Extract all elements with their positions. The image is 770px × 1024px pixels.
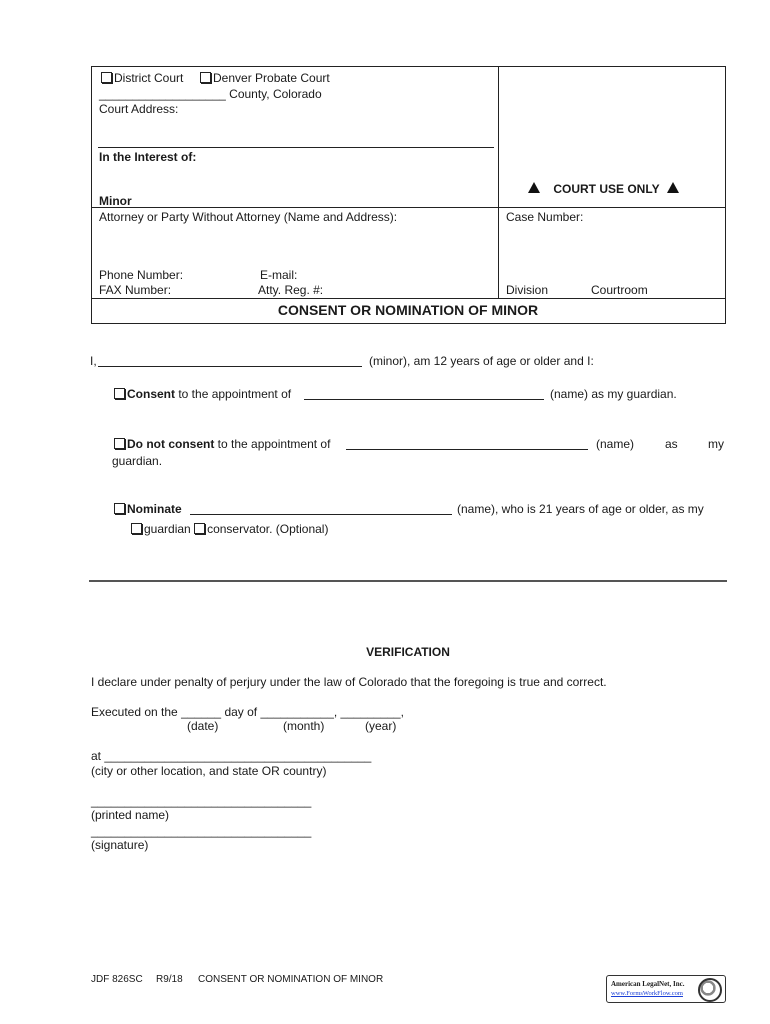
- footer-form-number: JDF 826SC: [91, 974, 143, 985]
- not-consent-checkbox[interactable]: [114, 438, 125, 449]
- email-label: E-mail:: [260, 268, 298, 282]
- minor-label: Minor: [99, 194, 132, 208]
- not-consent-guardian: guardian.: [112, 454, 163, 468]
- guardian-checkbox[interactable]: [131, 523, 142, 534]
- year-label: (year): [365, 719, 397, 733]
- county-blank[interactable]: ___________________: [99, 87, 226, 101]
- denver-probate-court-option[interactable]: [200, 71, 330, 85]
- court-address-label: Court Address:: [99, 102, 179, 116]
- signature-line[interactable]: _________________________________: [91, 824, 312, 838]
- court-use-only-label: COURT USE ONLY: [553, 182, 660, 196]
- nominate-bold: Nominate: [127, 502, 182, 516]
- at-line[interactable]: at ________________________________________: [91, 749, 372, 763]
- conservator-option[interactable]: [194, 522, 328, 536]
- executed-line[interactable]: Executed on the ______ day of ___________, _________,: [91, 705, 404, 719]
- nominate-name-line[interactable]: [190, 514, 452, 515]
- signature-label: (signature): [91, 838, 149, 852]
- attorney-label: Attorney or Party Without Attorney (Name and Address):: [99, 210, 398, 224]
- location-label: (city or other location, and state OR country): [91, 764, 327, 778]
- section-divider: [89, 580, 727, 582]
- district-court-option[interactable]: [101, 71, 183, 85]
- not-consent-text: to the appointment of: [217, 437, 331, 451]
- not-consent-my: my: [708, 437, 724, 451]
- denver-probate-court-checkbox[interactable]: [200, 72, 211, 83]
- courtroom-label: Courtroom: [591, 283, 648, 297]
- guardian-label: guardian: [144, 522, 191, 536]
- not-consent-name-label: (name): [596, 437, 635, 451]
- verification-heading: VERIFICATION: [366, 645, 450, 659]
- consent-bold: Consent: [127, 387, 175, 401]
- not-consent-name-line[interactable]: [346, 449, 588, 450]
- district-court-label: District Court: [114, 71, 184, 85]
- publisher-name: American LegalNet, Inc.: [611, 980, 685, 988]
- conservator-label: conservator. (Optional): [207, 522, 329, 536]
- date-label: (date): [187, 719, 219, 733]
- minor-name-line[interactable]: [98, 366, 362, 367]
- intro-prefix: I,: [90, 354, 97, 368]
- county-label: County, Colorado: [229, 87, 322, 101]
- up-arrow-icon: [667, 182, 679, 193]
- publisher-url[interactable]: www.FormsWorkFlow.com: [611, 990, 683, 997]
- county-line: [99, 87, 322, 101]
- month-label: (month): [283, 719, 325, 733]
- printed-name-label: (printed name): [91, 808, 170, 822]
- phone-label: Phone Number:: [99, 268, 184, 282]
- denver-probate-court-label: Denver Probate Court: [213, 71, 330, 85]
- atty-reg-label: Atty. Reg. #:: [258, 283, 324, 297]
- conservator-checkbox[interactable]: [194, 523, 205, 534]
- interest-label: In the Interest of:: [99, 150, 197, 164]
- consent-checkbox[interactable]: [114, 388, 125, 399]
- footer-revision: R9/18: [156, 974, 183, 985]
- district-court-checkbox[interactable]: [101, 72, 112, 83]
- not-consent-as: as: [665, 437, 678, 451]
- case-number-label: Case Number:: [506, 210, 584, 224]
- printed-name-line[interactable]: _________________________________: [91, 794, 312, 808]
- consent-text: to the appointment of: [178, 387, 292, 401]
- up-arrow-icon: [528, 182, 540, 193]
- court-use-only: [528, 182, 679, 196]
- consent-name-line[interactable]: [304, 399, 544, 400]
- guardian-option[interactable]: [131, 522, 191, 536]
- nominate-option[interactable]: [114, 502, 182, 516]
- footer-title: CONSENT OR NOMINATION OF MINOR: [198, 974, 384, 985]
- not-consent-option[interactable]: [114, 437, 330, 451]
- globe-icon: [698, 978, 722, 1002]
- intro-suffix: (minor), am 12 years of age or older and I:: [369, 354, 594, 368]
- guardian-conservator-options: [131, 522, 328, 536]
- publisher-logo[interactable]: [606, 975, 726, 1003]
- not-consent-bold: Do not consent: [127, 437, 215, 451]
- declaration-text: I declare under penalty of perjury under the law of Colorado that the foregoing is true and correct.: [91, 675, 607, 689]
- nominate-checkbox[interactable]: [114, 503, 125, 514]
- division-label: Division: [506, 283, 549, 297]
- fax-label: FAX Number:: [99, 283, 172, 297]
- nominate-suffix: (name), who is 21 years of age or older, as my: [457, 502, 704, 516]
- consent-suffix: (name) as my guardian.: [550, 387, 677, 401]
- consent-option[interactable]: [114, 387, 291, 401]
- form-title: CONSENT OR NOMINATION OF MINOR: [277, 302, 539, 318]
